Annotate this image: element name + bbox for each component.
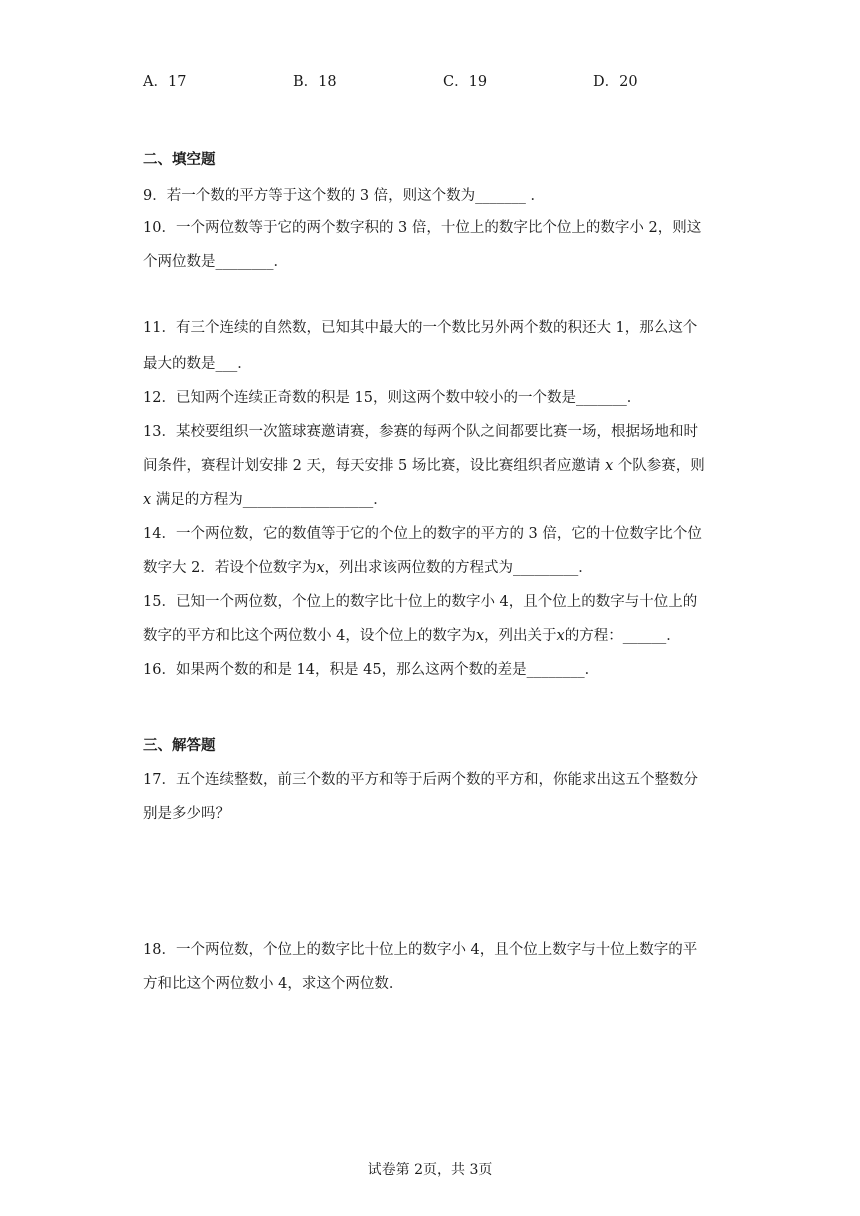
- option-b: B．18: [293, 74, 337, 90]
- variable-x: x: [605, 458, 614, 474]
- variable-x: x: [475, 628, 485, 644]
- question-18-line-2: 方和比这个两位数小 4，求这个两位数．: [143, 976, 404, 992]
- variable-x: x: [143, 492, 152, 508]
- question-11-line-1: 11．有三个连续的自然数，已知其中最大的一个数比另外两个数的积还大 1，那么这个: [143, 320, 698, 336]
- question-13-line-1: 13．某校要组织一次篮球赛邀请赛，参赛的每两个队之间都要比赛一场，根据场地和时: [143, 424, 698, 440]
- question-10-line-2: 个两位数是________．: [143, 254, 288, 270]
- question-12: 12．已知两个连续正奇数的积是 15，则这两个数中较小的一个数是_______．: [143, 390, 642, 406]
- question-11-line-2: 最大的数是___．: [143, 356, 252, 372]
- question-15-line-2: [143, 626, 723, 646]
- question-14-line-2: [143, 558, 723, 578]
- question-15-line-1: 15．已知一个两位数，个位上的数字比十位上的数字小 4，且个位上的数字与十位上的: [143, 594, 698, 610]
- page-footer: 试卷第 2页，共 3页: [367, 1162, 493, 1178]
- option-c: C．19: [443, 74, 488, 90]
- question-15-line-2-end: 的方程：______．: [564, 628, 681, 644]
- question-13-line-2-text: 间条件，赛程计划安排 2 天，每天安排 5 场比赛，设比赛组织者应邀请: [143, 458, 601, 474]
- question-18-line-1: 18．一个两位数，个位上的数字比十位上的数字小 4，且个位上数字与十位上数字的平: [143, 942, 698, 958]
- question-13-line-3: [143, 490, 723, 510]
- question-15-line-2-text: 数字的平方和比这个两位数小 4，设个位上的数字为: [143, 628, 476, 644]
- question-16: 16．如果两个数的和是 14，积是 45，那么这两个数的差是________．: [143, 662, 600, 678]
- question-15-line-2-mid: ，列出关于: [484, 628, 557, 644]
- question-17-line-2: 别是多少吗？: [143, 806, 230, 822]
- question-13-line-2: [143, 456, 723, 476]
- section-heading-fill-in: 二、填空题: [143, 151, 216, 168]
- question-14-line-2-text: 数字大 2．若设个位数字为: [143, 560, 317, 576]
- option-d: D．20: [593, 74, 638, 90]
- question-14-line-2-end: ，列出求该两位数的方程式为_________．: [324, 560, 593, 576]
- option-a: A．17: [143, 74, 187, 90]
- variable-x: x: [556, 628, 565, 644]
- variable-x: x: [316, 560, 325, 576]
- question-14-line-1: 14．一个两位数，它的数值等于它的个位上的数字的平方的 3 倍，它的十位数字比个位: [143, 526, 702, 542]
- question-10-line-1: 10．一个两位数等于它的两个数字积的 3 倍，十位上的数字比个位上的数字小 2，则这: [143, 220, 702, 236]
- question-9: 9．若一个数的平方等于这个数的 3 倍，则这个数为_______ ．: [143, 188, 546, 204]
- question-13-line-3-text: 满足的方程为__________________．: [155, 492, 388, 508]
- question-13-line-2-end: 个队参赛，则: [617, 458, 705, 474]
- section-heading-answer: 三、解答题: [143, 737, 216, 754]
- question-17-line-1: 17．五个连续整数，前三个数的平方和等于后两个数的平方和，你能求出这五个整数分: [143, 772, 698, 788]
